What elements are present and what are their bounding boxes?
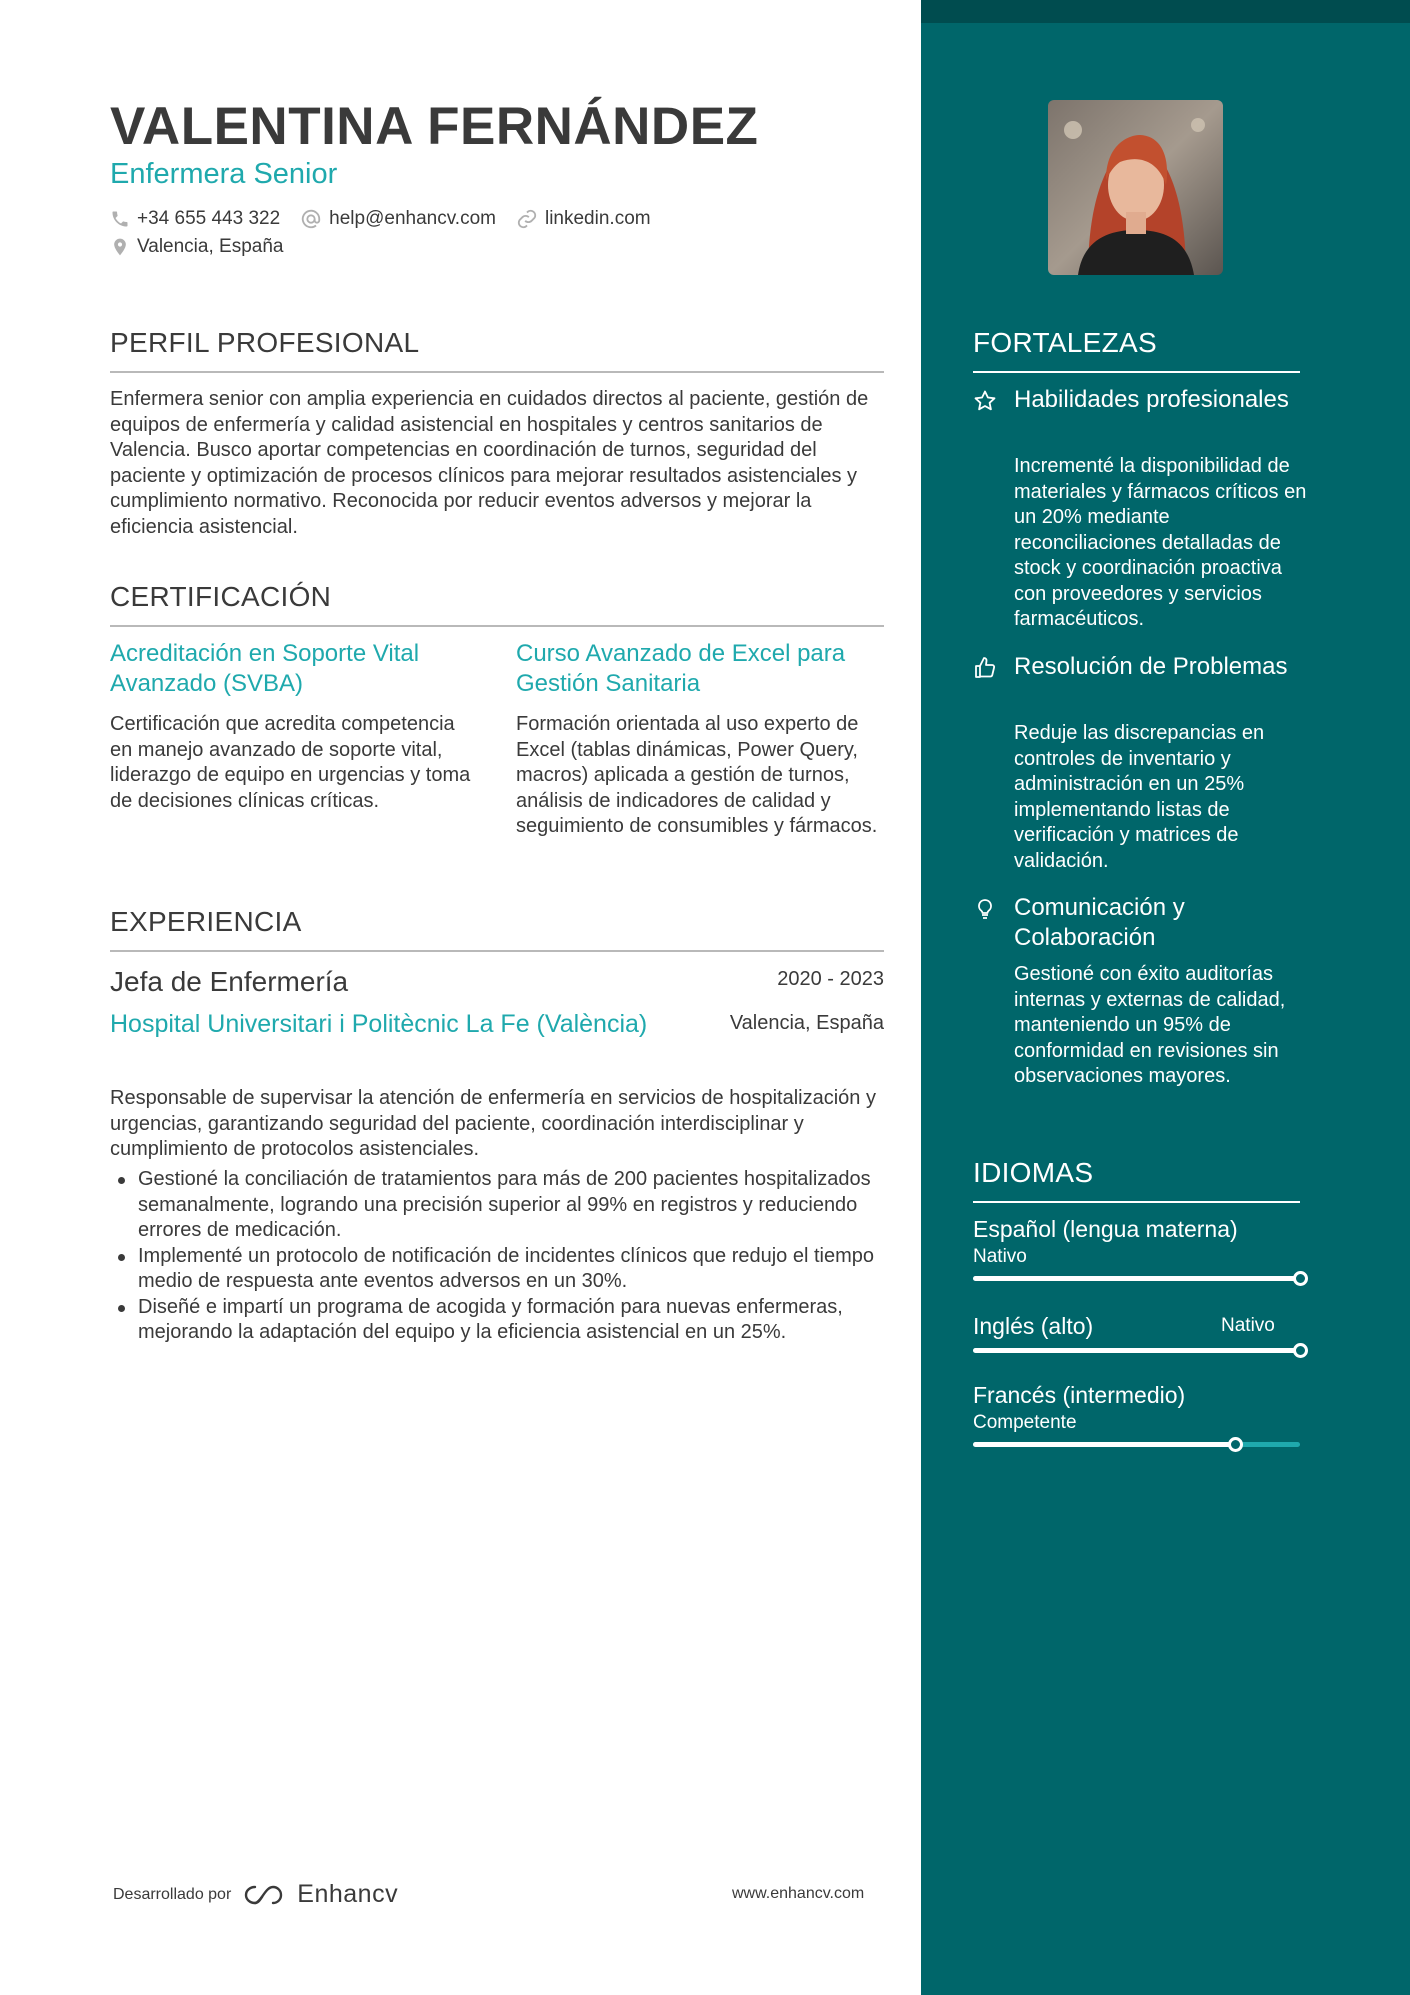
job-bullets: [110, 1167, 884, 1346]
language-bar: [973, 1348, 1300, 1353]
job-summary: Responsable de supervisar la atención de enfermería en servicios de hospitalización y urgencias, garantizando seguridad del paciente, coordinación interdisciplinar y cumplimiento de protocolos asistenciales.: [110, 1087, 876, 1160]
footer-website[interactable]: www.enhancv.com: [732, 1885, 865, 1902]
phone-icon: [110, 209, 130, 229]
job-location: Valencia, España: [729, 1012, 884, 1034]
language-level: Nativo: [973, 1246, 1027, 1267]
language-bar: [973, 1442, 1300, 1447]
phone-text: +34 655 443 322: [137, 208, 281, 229]
list-item: Gestioné la conciliación de tratamientos para más de 200 pacientes hospitalizados semanalmente, logrando una precisión superior al 99% en registros y reduciendo errores de medicación.: [110, 1167, 884, 1244]
avatar: [1048, 100, 1223, 275]
contact-link[interactable]: [516, 208, 651, 230]
section-title-profile: PERFIL PROFESIONAL: [110, 327, 884, 373]
language-bar-knob: [1228, 1437, 1243, 1452]
location-text: Valencia, España: [137, 236, 284, 257]
footer-brand: Enhancv: [297, 1880, 399, 1908]
language-name: Francés (intermedio): [973, 1382, 1186, 1408]
language-level: Competente: [973, 1412, 1077, 1433]
profile-photo: [1048, 100, 1223, 275]
at-icon: [300, 208, 322, 230]
contact-email[interactable]: [300, 208, 496, 230]
section-title-experience: EXPERIENCIA: [110, 906, 884, 952]
strength-title: Resolución de Problemas: [1014, 653, 1288, 680]
section-title-strengths: FORTALEZAS: [973, 327, 1300, 373]
sidebar-top-bar: [921, 0, 1410, 23]
list-item: Diseñé e impartí un programa de acogida y formación para nuevas enfermeras, mejorando la adaptación del equipo y la eficiencia asistencial en un 25%.: [110, 1295, 884, 1346]
contact-location: [110, 236, 283, 258]
enhancv-logo-icon: [243, 1883, 289, 1907]
cert-desc-2: Formación orientada al uso experto de Excel (tablas dinámicas, Power Query, macros) aplicada a gestión de turnos, análisis de indicadores de calidad y seguimiento de consumibles y fármacos.: [516, 713, 878, 837]
job-dates: 2020 - 2023: [777, 968, 884, 990]
language-bar-fill: [973, 1348, 1300, 1353]
thumbs-up-icon: [973, 656, 997, 680]
location-pin-icon: [110, 236, 130, 258]
email-text: help@enhancv.com: [329, 208, 496, 229]
strength-desc: Incrementé la disponibilidad de materiales y fármacos críticos en un 20% mediante reconciliaciones detalladas de stock y coordinación proactiva con proveedores y servicios farmacéuticos.: [1014, 455, 1307, 630]
language-bar-fill: [973, 1276, 1300, 1281]
lightbulb-icon: [973, 897, 997, 921]
section-title-languages: IDIOMAS: [973, 1157, 1300, 1203]
strength-desc: Reduje las discrepancias en controles de inventario y administración en un 25% implementando listas de verificación y matrices de validación.: [1014, 722, 1265, 872]
language-level: Nativo: [1221, 1315, 1275, 1336]
job-title: Jefa de Enfermería: [110, 966, 349, 997]
list-item: Implementé un protocolo de notificación de incidentes clínicos que redujo el tiempo medio de respuesta ante eventos adversos en un 30%.: [110, 1244, 884, 1295]
language-name: Inglés (alto): [973, 1313, 1094, 1339]
cert-title-1: Acreditación en Soporte Vital Avanzado (SVBA): [110, 640, 420, 697]
job-company: Hospital Universitari i Politècnic La Fe (València): [110, 1010, 648, 1038]
profile-text: Enfermera senior con amplia experiencia en cuidados directos al paciente, gestión de equipos de enfermería y calidad asistencial en hospitales y centros sanitarios de Valencia. Busco aportar competencias en coordinación de turnos, seguridad del paciente y optimización de procesos clínicos para mejorar resultados asistenciales y cumplimiento normativo. Reconocida por reducir eventos adversos y mejorar la eficiencia asistencial.: [110, 388, 869, 538]
language-name: Español (lengua materna): [973, 1216, 1238, 1242]
link-text: linkedin.com: [544, 208, 651, 229]
strength-title: Comunicación y Colaboración: [1014, 894, 1185, 951]
star-icon: [973, 389, 997, 413]
footer-powered-by: [113, 1880, 398, 1909]
strength-title: Habilidades profesionales: [1014, 386, 1289, 413]
contact-row: [110, 208, 671, 230]
contact-row-location: [110, 236, 303, 258]
language-bar-fill: [973, 1442, 1235, 1447]
language-bar-knob: [1293, 1343, 1308, 1358]
language-bar: [973, 1276, 1300, 1281]
cert-desc-1: Certificación que acredita competencia en manejo avanzado de soporte vital, liderazgo de equipo en urgencias y toma de decisiones clínicas críticas.: [110, 713, 471, 812]
link-icon: [516, 208, 538, 230]
strength-desc: Gestioné con éxito auditorías internas y externas de calidad, manteniendo un 95% de conformidad en revisiones sin observaciones mayores.: [1014, 963, 1286, 1087]
candidate-role: Enfermera Senior: [110, 158, 338, 190]
cert-title-2: Curso Avanzado de Excel para Gestión Sanitaria: [516, 640, 846, 697]
language-bar-knob: [1293, 1271, 1308, 1286]
candidate-name: VALENTINA FERNÁNDEZ: [110, 97, 759, 156]
contact-phone: [110, 208, 280, 230]
section-title-certification: CERTIFICACIÓN: [110, 581, 884, 627]
powered-by-label: Desarrollado por: [113, 1885, 232, 1903]
